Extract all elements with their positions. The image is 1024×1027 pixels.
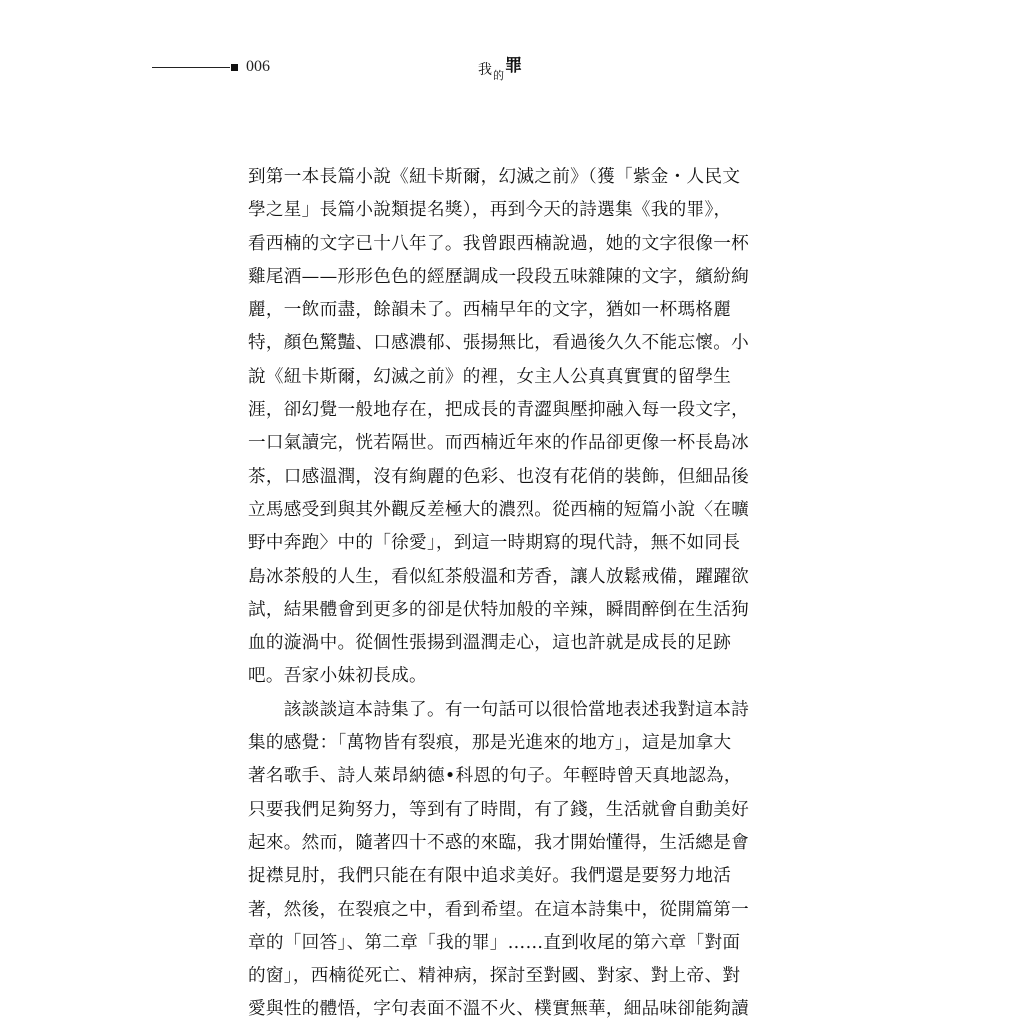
- body-text: [248, 161, 768, 1027]
- text-line: 集的感覺：「萬物皆有裂痕，那是光進來的地方」，這是加拿大: [248, 733, 732, 754]
- running-title-char-3: 罪: [505, 56, 522, 76]
- text-line: 雞尾酒——形形色色的經歷調成一段段五味雜陳的文字，繽紛絢: [248, 266, 750, 287]
- text-line: 說《紐卡斯爾，幻滅之前》的裡，女主人公真真實實的留學生: [248, 366, 732, 387]
- text-line: 的窗」，西楠從死亡、精神病，探討至對國、對家、對上帝、對: [248, 966, 741, 987]
- text-line: 麗，一飲而盡，餘韻未了。西楠早年的文字，猶如一杯瑪格麗: [248, 300, 732, 321]
- text-line: 只要我們足夠努力，等到有了時間，有了錢，生活就會自動美好: [248, 799, 750, 820]
- text-line: 愛與性的體悟，字句表面不溫不火、樸實無華，細品味卻能夠讀: [248, 999, 750, 1020]
- running-title-char-1: 我: [478, 62, 492, 78]
- running-title-char-2: 的: [493, 69, 504, 82]
- text-line: 章的「回答」、第二章「我的罪」……直到收尾的第六章「對面: [248, 932, 741, 953]
- text-line: 涯，卻幻覺一般地存在，把成長的青澀與壓抑融入每一段文字，: [248, 400, 750, 421]
- text-line: 茶，口感溫潤，沒有絢麗的色彩、也沒有花俏的裝飾，但細品後: [248, 466, 750, 487]
- text-line: 血的漩渦中。從個性張揚到溫潤走心，這也許就是成長的足跡: [248, 633, 732, 654]
- text-line: 起來。然而，隨著四十不惑的來臨，我才開始懂得，生活總是會: [248, 832, 750, 853]
- text-line: 試，結果體會到更多的卻是伏特加般的辛辣，瞬間醉倒在生活狗: [248, 599, 750, 620]
- text-line: 學之星」長篇小說類提名獎），再到今天的詩選集《我的罪》，: [248, 200, 732, 221]
- header-rule: [152, 67, 230, 68]
- text-line: 野中奔跑〉中的「徐愛」，到這一時期寫的現代詩，無不如同長: [248, 533, 741, 554]
- text-line: 立馬感受到與其外觀反差極大的濃烈。從西楠的短篇小說〈在曠: [248, 499, 750, 520]
- text-line: 一口氣讀完，恍若隔世。而西楠近年來的作品卻更像一杯長島冰: [248, 433, 750, 454]
- text-line: 吧。吾家小妹初長成。: [248, 666, 427, 687]
- text-line: 捉襟見肘，我們只能在有限中追求美好。我們還是要努力地活: [248, 866, 732, 887]
- text-line: 該談談這本詩集了。有一句話可以很恰當地表述我對這本詩: [248, 699, 750, 720]
- text-line: 到第一本長篇小說《紐卡斯爾，幻滅之前》（獲「紫金・人民文: [248, 167, 741, 187]
- text-line: 島冰茶般的人生，看似紅茶般溫和芳香，讓人放鬆戒備，躍躍欲: [248, 566, 750, 587]
- text-line: 看西楠的文字已十八年了。我曾跟西楠說過，她的文字很像一杯: [248, 233, 750, 254]
- text-line: 著，然後，在裂痕之中，看到希望。在這本詩集中，從開篇第一: [248, 899, 750, 920]
- text-line: 著名歌手、詩人萊昂納德•科恩的句子。年輕時曾天真地認為，: [248, 766, 742, 787]
- page-number: 006: [246, 58, 270, 75]
- text-line: 特，顏色驚豔、口感濃郁、張揚無比，看過後久久不能忘懷。小: [248, 333, 750, 354]
- header-square-marker: [231, 64, 238, 71]
